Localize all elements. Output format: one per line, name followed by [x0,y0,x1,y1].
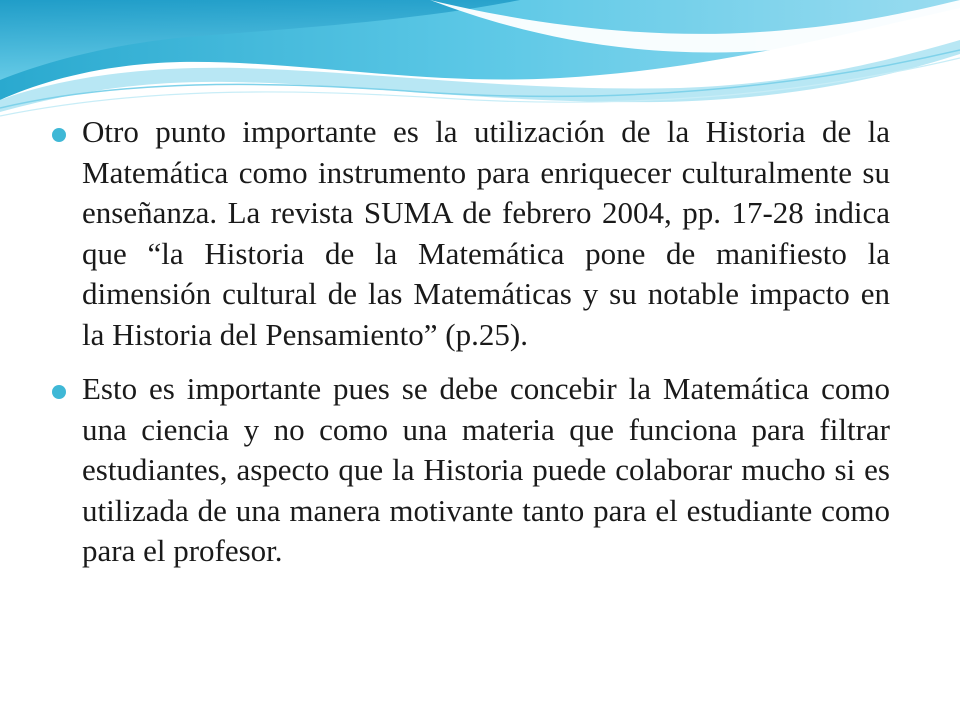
bullet-item [50,112,890,355]
bullet-list [50,112,890,586]
bullet-dot-icon [52,385,66,399]
bullet-dot-icon [52,128,66,142]
bullet-text: Otro punto importante es la utilización de la Historia de la Matemática como instrumento para enriquecer culturalmente su enseñanza. La revista SUMA de febrero 2004, pp. 17-28 indica que “la Historia de la Matemática pone de manifiesto la dimensión cultural de las Matemáticas y su notable impacto en la Historia del Pensamiento” (p.25). [82,114,890,352]
wave-header-decoration [0,0,960,130]
bullet-item [50,369,890,572]
bullet-text: Esto es importante pues se debe concebir la Matemática como una ciencia y no como una materia que funciona para filtrar estudiantes, aspecto que la Historia puede colaborar mucho si es utilizada de una manera motivante tanto para el estudiante como para el profesor. [82,371,890,568]
